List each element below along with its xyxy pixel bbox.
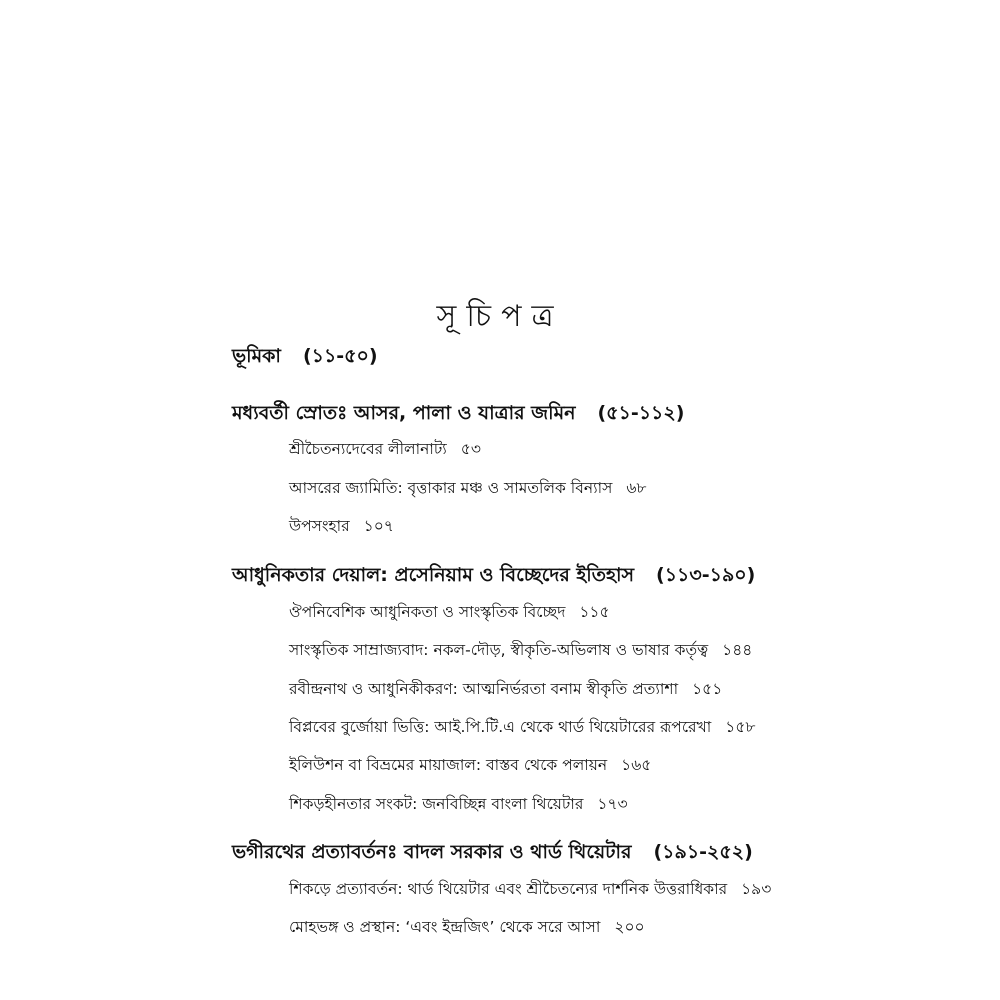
entry-page: ১১৫ — [579, 603, 610, 621]
entry-title: শিকড়ে প্রত্যাবর্তন: থার্ড থিয়েটার এবং শ্রীচৈতন্যের দার্শনিক উত্তরাধিকার — [289, 880, 728, 898]
toc-section — [232, 561, 755, 593]
page-title: সূচিপত্র — [436, 299, 564, 335]
toc-section — [232, 399, 684, 431]
entry-title: সাংস্কৃতিক সাম্রাজ্যবাদ: নকল-দৌড়, স্বীকৃতি-অভিলাষ ও ভাষার কর্তৃত্ব — [289, 641, 709, 659]
entry-title: বিপ্লবের বুর্জোয়া ভিত্তি: আই.পি.টি.এ থেকে থার্ড থিয়েটারের রূপরেখা — [289, 718, 712, 736]
entry-title: শ্রীচৈতন্যদেবের লীলানাট্য — [289, 440, 447, 458]
toc-entry — [289, 753, 651, 779]
section-heading: মধ্যবর্তী স্রোতঃ আসর, পালা ও যাত্রার জমিন — [232, 402, 576, 424]
entry-page: ১৭৩ — [597, 795, 628, 813]
toc-section — [232, 342, 378, 374]
section-page-range: (১১৩-১৯০) — [656, 564, 756, 586]
toc-entry — [289, 877, 771, 903]
toc-section — [232, 838, 753, 870]
toc-entry — [289, 792, 628, 818]
entry-page: ২০০ — [614, 918, 645, 936]
entry-page: ১৯৩ — [741, 880, 772, 898]
entry-title: ঔপনিবেশিক আধুনিকতা ও সাংস্কৃতিক বিচ্ছেদ — [289, 603, 566, 621]
entry-page: ১৬৫ — [621, 756, 652, 774]
toc-entry — [289, 600, 610, 626]
entry-page: ৫৩ — [460, 440, 481, 458]
toc-entry — [289, 677, 722, 703]
entry-page: ১০৭ — [363, 517, 394, 535]
toc-entry — [289, 514, 394, 540]
entry-title: মোহভঙ্গ ও প্রস্থান: ‘এবং ইন্দ্রজিৎ’ থেকে সরে আসা — [289, 918, 601, 936]
section-heading: ভগীরথের প্রত্যাবর্তনঃ বাদল সরকার ও থার্ড থিয়েটার — [232, 841, 632, 863]
toc-entry — [289, 915, 645, 941]
section-heading: ভূমিকা — [232, 345, 281, 367]
entry-title: শিকড়হীনতার সংকট: জনবিচ্ছিন্ন বাংলা থিয়েটার — [289, 795, 584, 813]
entry-page: ১৫৮ — [725, 718, 756, 736]
section-page-range: (৫১-১১২) — [597, 402, 685, 424]
section-page-range: (১১-৫০) — [302, 345, 378, 367]
section-heading: আধুনিকতার দেয়াল: প্রসেনিয়াম ও বিচ্ছেদের ইতিহাস — [232, 564, 635, 586]
entry-page: ৬৮ — [626, 479, 647, 497]
toc-entry — [289, 476, 646, 502]
toc-entry — [289, 437, 481, 463]
toc-entry — [289, 715, 755, 741]
entry-title: রবীন্দ্রনাথ ও আধুনিকীকরণ: আত্মনির্ভরতা বনাম স্বীকৃতি প্রত্যাশা — [289, 680, 679, 698]
section-page-range: (১৯১-২৫২) — [653, 841, 753, 863]
entry-page: ১৪৪ — [722, 641, 753, 659]
entry-title: উপসংহার — [289, 517, 350, 535]
entry-page: ১৫১ — [692, 680, 723, 698]
toc-entry — [289, 638, 752, 664]
entry-title: আসরের জ্যামিতি: বৃত্তাকার মঞ্চ ও সামতলিক বিন্যাস — [289, 479, 613, 497]
entry-title: ইলিউশন বা বিভ্রমের মায়াজাল: বাস্তব থেকে পলায়ন — [289, 756, 608, 774]
